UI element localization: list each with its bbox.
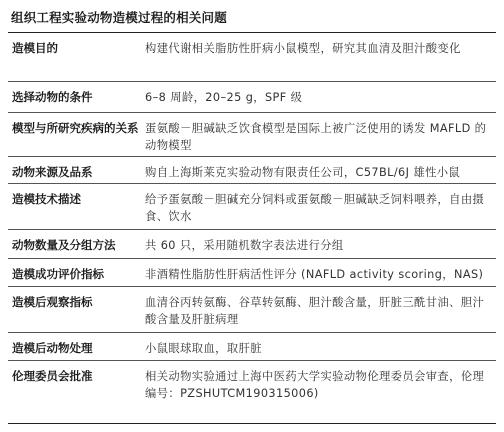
row-label: 伦理委员会批准 (12, 369, 93, 383)
row-label: 模型与所研究疾病的关系 (12, 121, 139, 135)
table-bottom-rule (8, 423, 496, 424)
row-value: 相关动物实验通过上海中医药大学实验动物伦理委员会审查，伦理编号：PZSHUTCM190315006) (145, 370, 485, 400)
row-label: 造模后动物处理 (12, 341, 93, 355)
row-label: 造模目的 (12, 41, 58, 55)
table-row (8, 258, 496, 286)
row-label: 动物来源及品系 (12, 165, 93, 179)
row-value: 购自上海斯莱克实验动物有限责任公司，C57BL/6J 雄性小鼠 (145, 166, 461, 179)
table-title: 组织工程实验动物造模过程的相关问题 (11, 10, 227, 25)
table-row (8, 286, 496, 332)
row-value: 小鼠眼球取血，取肝脏 (145, 342, 262, 355)
table-row (8, 360, 496, 422)
row-label: 造模后观察指标 (12, 295, 93, 309)
table-row (8, 183, 496, 229)
table-body (8, 33, 496, 422)
table-row (8, 33, 496, 81)
table-row (8, 229, 496, 258)
row-value: 蛋氨酸－胆碱缺乏饮食模型是国际上被广泛使用的诱发 MAFLD 的动物模型 (145, 122, 487, 152)
row-label: 动物数量及分组方法 (12, 238, 116, 252)
table-row (8, 112, 496, 156)
row-value: 给予蛋氨酸－胆碱充分饲料或蛋氨酸－胆碱缺乏饲料喂养，自由摄食、饮水 (145, 193, 485, 223)
table-row (8, 81, 496, 112)
row-value: 共 60 只，采用随机数字表法进行分组 (145, 239, 344, 252)
table-row (8, 156, 496, 183)
table-row (8, 332, 496, 360)
row-value: 血清谷丙转氨酶、谷草转氨酶、胆汁酸含量，肝脏三酰甘油、胆汁酸含量及肝脏病理 (145, 296, 485, 326)
row-value: 6–8 周龄，20–25 g，SPF 级 (145, 91, 303, 104)
row-label: 造模成功评价指标 (12, 267, 104, 281)
row-label: 选择动物的条件 (12, 90, 93, 104)
row-value: 非酒精性脂肪性肝病活性评分 (NAFLD activity scoring，NAS) (145, 268, 484, 281)
row-value: 构建代谢相关脂肪性肝病小鼠模型，研究其血清及胆汁酸变化 (145, 42, 461, 55)
row-label: 造模技术描述 (12, 192, 81, 206)
